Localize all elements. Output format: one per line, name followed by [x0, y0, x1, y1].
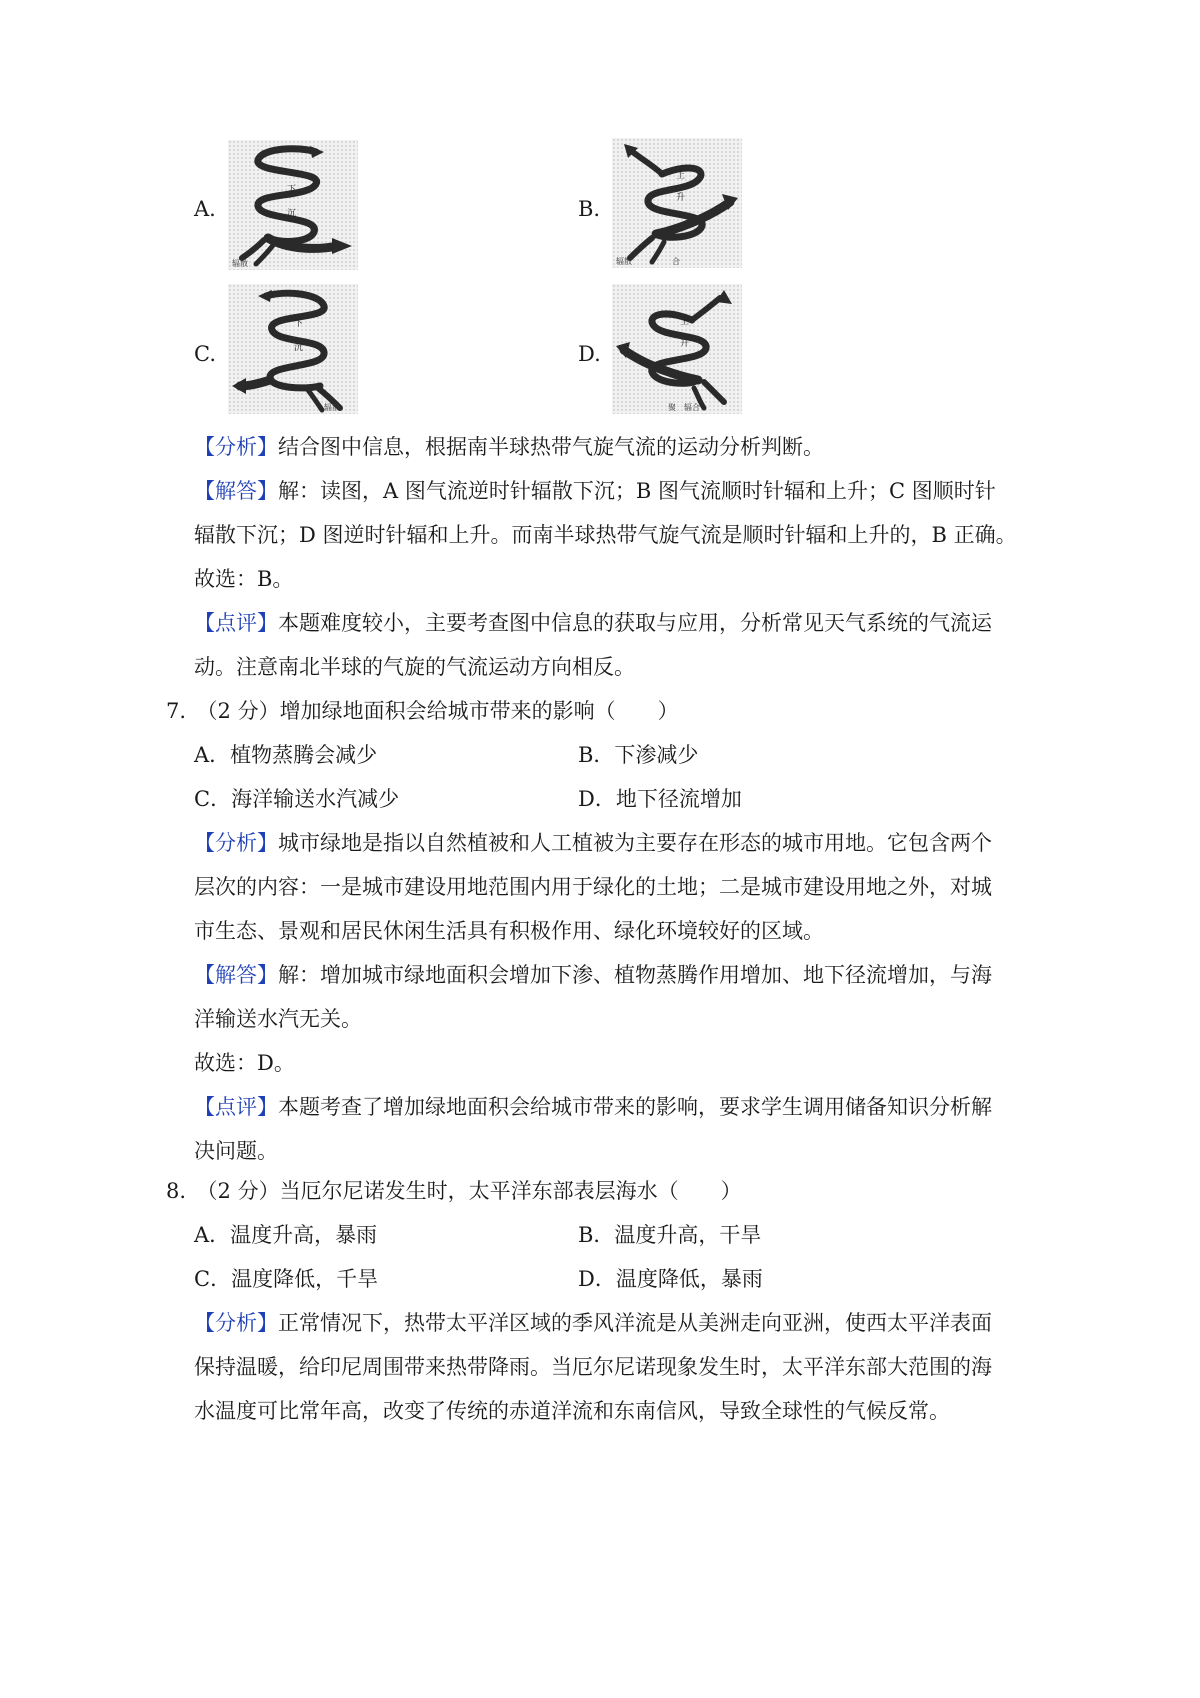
q8-analysis-line-2: 保持温暖，给印尼周围带来热带降雨。当厄尔尼诺现象发生时，太平洋东部大范围的海: [194, 1355, 992, 1379]
q7-option-a: A．植物蒸腾会减少: [194, 743, 378, 767]
q7-analysis-text-1: 城市绿地是指以自然植被和人工植被为主要存在形态的城市用地。它包含两个: [278, 831, 992, 855]
q7-analysis-tag: 【分析】: [194, 831, 278, 855]
q6-comment-tag: 【点评】: [194, 611, 278, 635]
option-b-word-2: 升: [676, 193, 686, 203]
option-d-label: D.: [578, 342, 601, 366]
q8-analysis-text-1: 正常情况下，热带太平洋区域的季风洋流是从美洲走向亚洲，使西太平洋表面: [278, 1311, 992, 1335]
q7-analysis-line-1: [194, 833, 992, 854]
q6-analysis-tag: 【分析】: [194, 435, 278, 459]
q6-answer-tag: 【解答】: [194, 479, 278, 503]
option-a-foot-label: 辐散: [232, 259, 248, 268]
q7-comment-line-1: [194, 1097, 992, 1118]
q6-answer-line-2: 辐散下沉；D 图逆时针辐和上升。而南半球热带气旋气流是顺时针辐和上升的，B 正确。: [194, 523, 1017, 547]
option-a-word-2: 沉: [287, 209, 297, 219]
q7-analysis-line-2: 层次的内容：一是城市建设用地范围内用于绿化的土地；二是城市建设用地之外，对城: [194, 875, 992, 899]
option-c-label: C.: [194, 342, 216, 366]
q7-option-c: C．海洋输送水汽减少: [194, 787, 400, 811]
option-a-label: A.: [194, 197, 216, 221]
q7-answer-line-3: 故选：D。: [194, 1051, 295, 1075]
q6-analysis: [194, 437, 824, 458]
q8-option-b: B．温度升高，干旱: [578, 1223, 762, 1247]
option-d-foot-label-2: 辐合: [684, 403, 700, 412]
q7-comment-line-2: 决问题。: [194, 1139, 278, 1163]
q6-comment-line-2: 动。注意南北半球的气旋的气流运动方向相反。: [194, 655, 635, 679]
option-a-figure: [228, 140, 358, 270]
q7-comment-tag: 【点评】: [194, 1095, 278, 1119]
q7-answer-tag: 【解答】: [194, 963, 278, 987]
q7-option-b: B．下渗减少: [578, 743, 699, 767]
q7-option-d: D．地下径流增加: [578, 787, 742, 811]
option-b-word-1: 上: [676, 171, 686, 181]
q8-analysis-line-1: [194, 1313, 992, 1334]
option-a-word-1: 下: [287, 185, 297, 195]
option-c-foot-label: 辐散: [324, 403, 340, 412]
option-c-figure: [228, 284, 358, 414]
option-b-foot-label-1: 辐散: [616, 257, 632, 266]
q7-answer-line-2: 洋输送水汽无关。: [194, 1007, 362, 1031]
descending-divergent-spiral-diagram: [228, 284, 358, 414]
option-b-foot-label-2: 合: [672, 257, 680, 266]
option-c-word-1: 下: [294, 319, 304, 329]
q8-option-d: D．温度降低，暴雨: [578, 1267, 763, 1291]
q6-comment-line-1: [194, 613, 992, 634]
option-d-foot-label-1: 聚: [668, 403, 676, 412]
option-b-figure: [612, 138, 742, 268]
q6-analysis-text: 结合图中信息，根据南半球热带气旋气流的运动分析判断。: [278, 435, 824, 459]
q7-stem: 7. （2 分）增加绿地面积会给城市带来的影响（ ）: [166, 699, 679, 723]
q8-stem: 8. （2 分）当厄尔尼诺发生时，太平洋东部表层海水（ ）: [166, 1179, 742, 1203]
q7-comment-text-1: 本题考查了增加绿地面积会给城市带来的影响，要求学生调用储备知识分析解: [278, 1095, 992, 1119]
q6-comment-text-1: 本题难度较小，主要考查图中信息的获取与应用，分析常见天气系统的气流运: [278, 611, 992, 635]
option-d-word-2: 升: [680, 339, 690, 349]
q6-answer-line-1: [194, 481, 996, 502]
q8-analysis-line-3: 水温度可比常年高，改变了传统的赤道洋流和东南信风，导致全球性的气候反常。: [194, 1399, 950, 1423]
descending-divergent-spiral-diagram: [228, 140, 358, 270]
q8-option-a: A．温度升高，暴雨: [194, 1223, 378, 1247]
q7-answer-text-1: 解：增加城市绿地面积会增加下渗、植物蒸腾作用增加、地下径流增加，与海: [278, 963, 992, 987]
q8-analysis-tag: 【分析】: [194, 1311, 278, 1335]
option-d-word-1: 上: [680, 317, 690, 327]
q6-answer-text-1: 解：读图，A 图气流逆时针辐散下沉；B 图气流顺时针辐和上升；C 图顺时针: [278, 479, 996, 503]
option-b-label: B.: [578, 197, 601, 221]
q8-option-c: C．温度降低，千旱: [194, 1267, 379, 1291]
option-d-figure: [612, 284, 742, 414]
q6-answer-line-3: 故选：B。: [194, 567, 294, 591]
ascending-convergent-spiral-diagram: [612, 284, 742, 414]
q7-answer-line-1: [194, 965, 992, 986]
ascending-convergent-spiral-diagram: [612, 138, 742, 268]
option-c-word-2: 沉: [294, 343, 304, 353]
q7-analysis-line-3: 市生态、景观和居民休闲生活具有积极作用、绿化环境较好的区域。: [194, 919, 824, 943]
